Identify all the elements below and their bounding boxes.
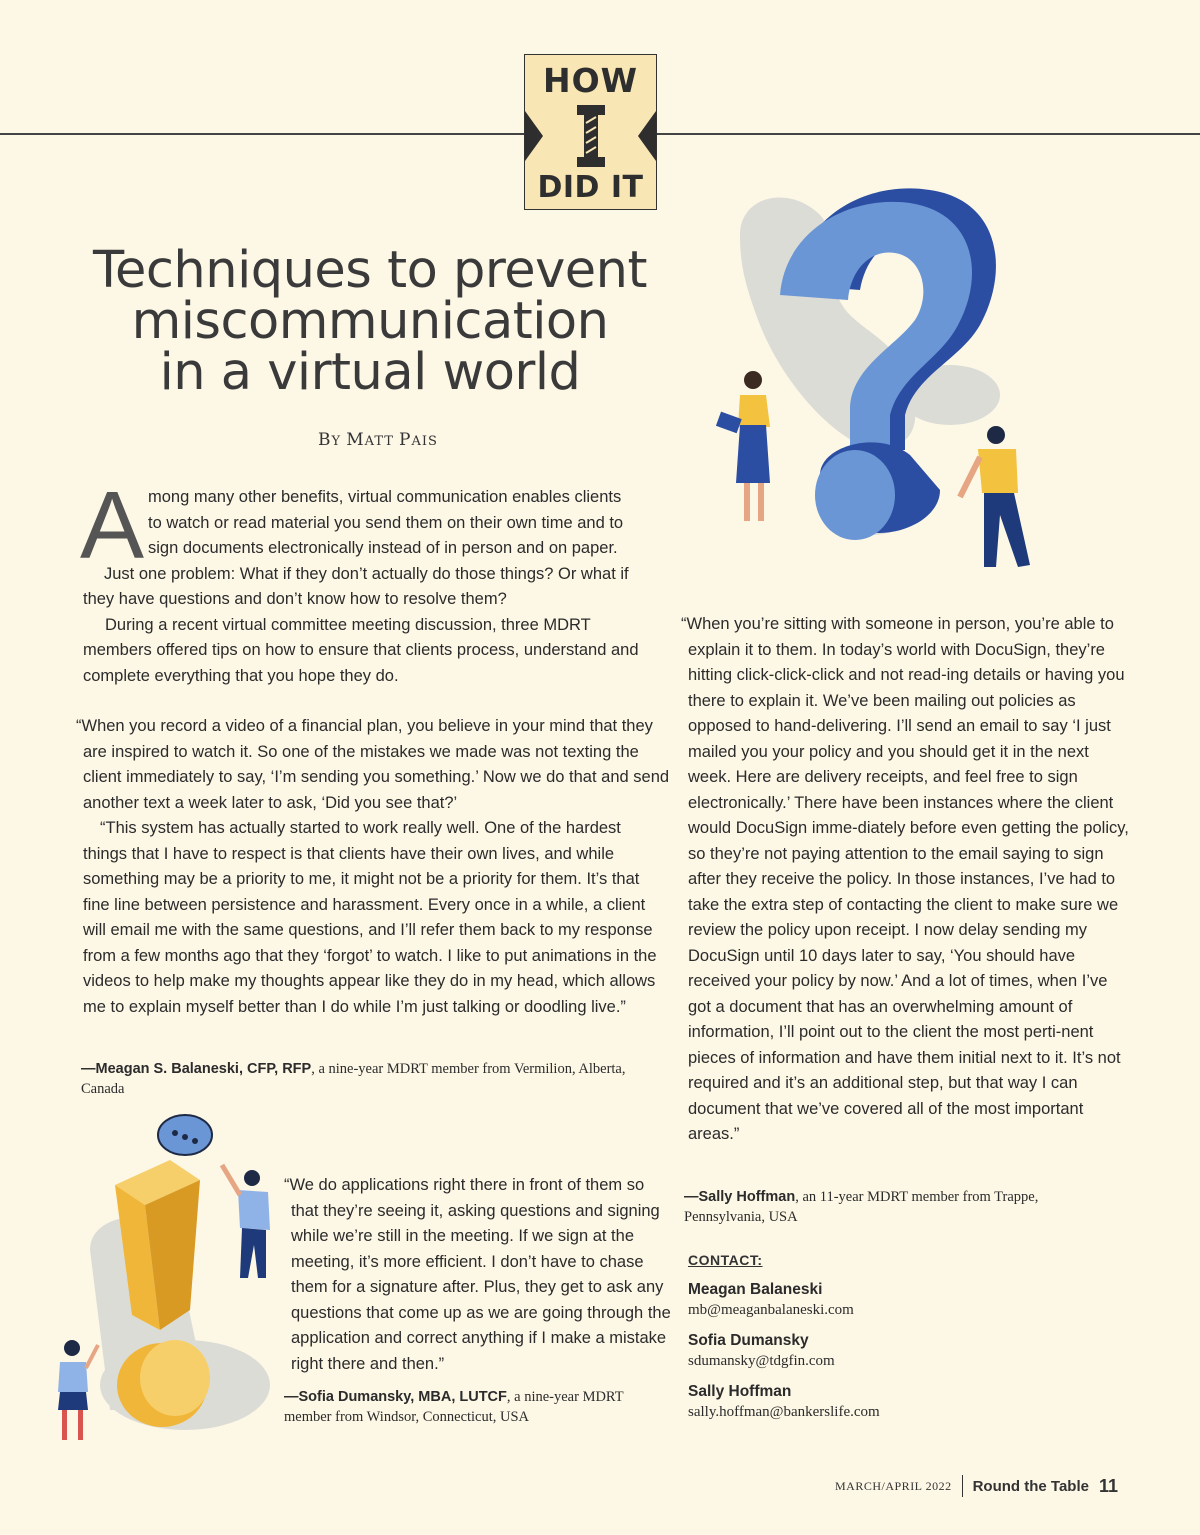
badge-i-icon [525,101,656,171]
byline-last-cap: P [399,430,412,450]
contact-email-hoffman[interactable]: sally.hoffman@bankerslife.com [688,1404,880,1420]
footer-date: MARCH/APRIL 2022 [835,1478,952,1493]
question-mark-illustration [700,175,1060,585]
contact-name-balaneski: Meagan Balaneski [688,1281,823,1298]
attribution-balaneski [81,1059,671,1099]
quote-balaneski-paragraph-1: “When you record a video of a financial plan, you believe in your mind that they are inspired to watch it. So one of the mistakes we made was not texting the client immediately to say, ‘I’m sending you something.’ Now we do that and send another text a week later to ask, ‘Did you see that?’ [76,717,670,812]
byline-last-rest: AIS [411,434,438,449]
intro-paragraph-3: During a recent virtual committee meeting discussion, three MDRT members offered tips on how to ensure that clients process, understand and complete everything that you hope they do. [83,615,639,685]
badge-did-it: DID IT [537,170,644,205]
attribution-balaneski-details: , a nine-year MDRT member from Vermilion, Alberta, Canada [81,1061,626,1097]
byline-first-cap: M [346,430,365,450]
article-title [60,241,680,402]
page-footer [835,1475,1118,1497]
quote-dumansky: “We do applications right there in front of them so that they’re seeing it, asking questions and signing while we’re still in the meeting. If we sign at the meeting, it’s more efficient. I don’t have to chase them for a signature after. Plus, they get to ask any questions that come up as we are going through the application and correct anything if I make a mistake right there and then.” [284,1176,671,1373]
contact-email-balaneski[interactable]: mb@meaganbalaneski.com [688,1302,854,1318]
intro-line-2: to watch or read material you send them on their own time and to [148,513,624,532]
attribution-dumansky-name: —Sofia Dumansky, MBA, LUTCF [284,1389,507,1405]
title-line-3: in a virtual world [159,343,581,402]
footer-separator [962,1475,963,1497]
attribution-hoffman [684,1187,1114,1227]
how-i-did-it-badge [524,54,657,210]
contact-name-hoffman: Sally Hoffman [688,1383,792,1400]
intro-line-3: sign documents electronically instead of in person and on paper. [148,539,618,557]
contact-name-dumansky: Sofia Dumansky [688,1332,809,1349]
title-line-2: miscommunication [131,292,609,351]
attribution-hoffman-name: —Sally Hoffman [684,1189,796,1205]
byline [318,430,438,450]
attribution-dumansky [284,1387,664,1427]
attribution-balaneski-name: —Meagan S. Balaneski, CFP, RFP [81,1061,312,1077]
intro-line-1: mong many other benefits, virtual communication enables clients [148,488,622,506]
intro-paragraph-2: Just one problem: What if they don’t actually do those things? Or what if they have questions and don’t know how to resolve them? [83,564,629,608]
byline-by-rest: Y [331,434,347,449]
contact-heading: CONTACT: [688,1252,763,1268]
quote-hoffman: “When you’re sitting with someone in person, you’re able to explain it to them. In today’s world with DocuSign, they’re hitting click-click-click and not read-ing details or having you there to explain it. We’ve been mailing out policies as opposed to hand-delivering. I’ll send an email to say ‘I just mailed you your policy and you should get it in the next week. Here are delivery receipts, and feel free to sign electronically.’ There have been instances where the client would DocuSign imme-diately before even getting the policy, so they’re not paying attention to the email saying to sign after they receive the policy. In those instances, I’ve had to take the extra step of contacting the client to make sure we review the policy upon receipt. I now delay sending my DocuSign until 10 days later to say, ‘You should have received your policy by now.’ And a lot of times, when I’ve got a document that has an overwhelming amount of information, I’ll point out to the client the most perti-nent pieces of information and have them initial next to it. It’s not required and it’s an additional step, but that way I can document that we’ve covered all of the most important areas.” [681,615,1129,1143]
page-number: 11 [1098,1475,1118,1496]
attribution-hoffman-details: , an 11-year MDRT member from Trappe, Pennsylvania, USA [684,1189,1039,1225]
byline-first-rest: ATT [364,434,400,449]
footer-magazine-name: Round the Table [972,1477,1089,1495]
badge-how: HOW [542,61,639,100]
byline-by-cap: B [318,430,332,450]
contact-email-dumansky[interactable]: sdumansky@tdgfin.com [688,1353,835,1369]
exclamation-illustration [50,1110,285,1450]
attribution-dumansky-details: , a nine-year MDRT member from Windsor, Connecticut, USA [284,1389,624,1425]
drop-cap: A [80,472,145,579]
title-line-1: Techniques to prevent [93,241,647,300]
quote-balaneski-paragraph-2: “This system has actually started to work really well. One of the hardest things that I have to respect is that clients have their own lives, and while something may be a priority to me, it might not be a priority for them. It’s that fine line between persistence and harassment. Every once in a while, a client will email me with the same questions, and I’ll refer them back to my response from a few months ago that they ‘forgot’ to watch. I like to put animations in the videos to help make my thoughts appear like they do in my head, which allows me to explain myself better than I do while I’m just talking or doodling live.” [83,819,657,1016]
